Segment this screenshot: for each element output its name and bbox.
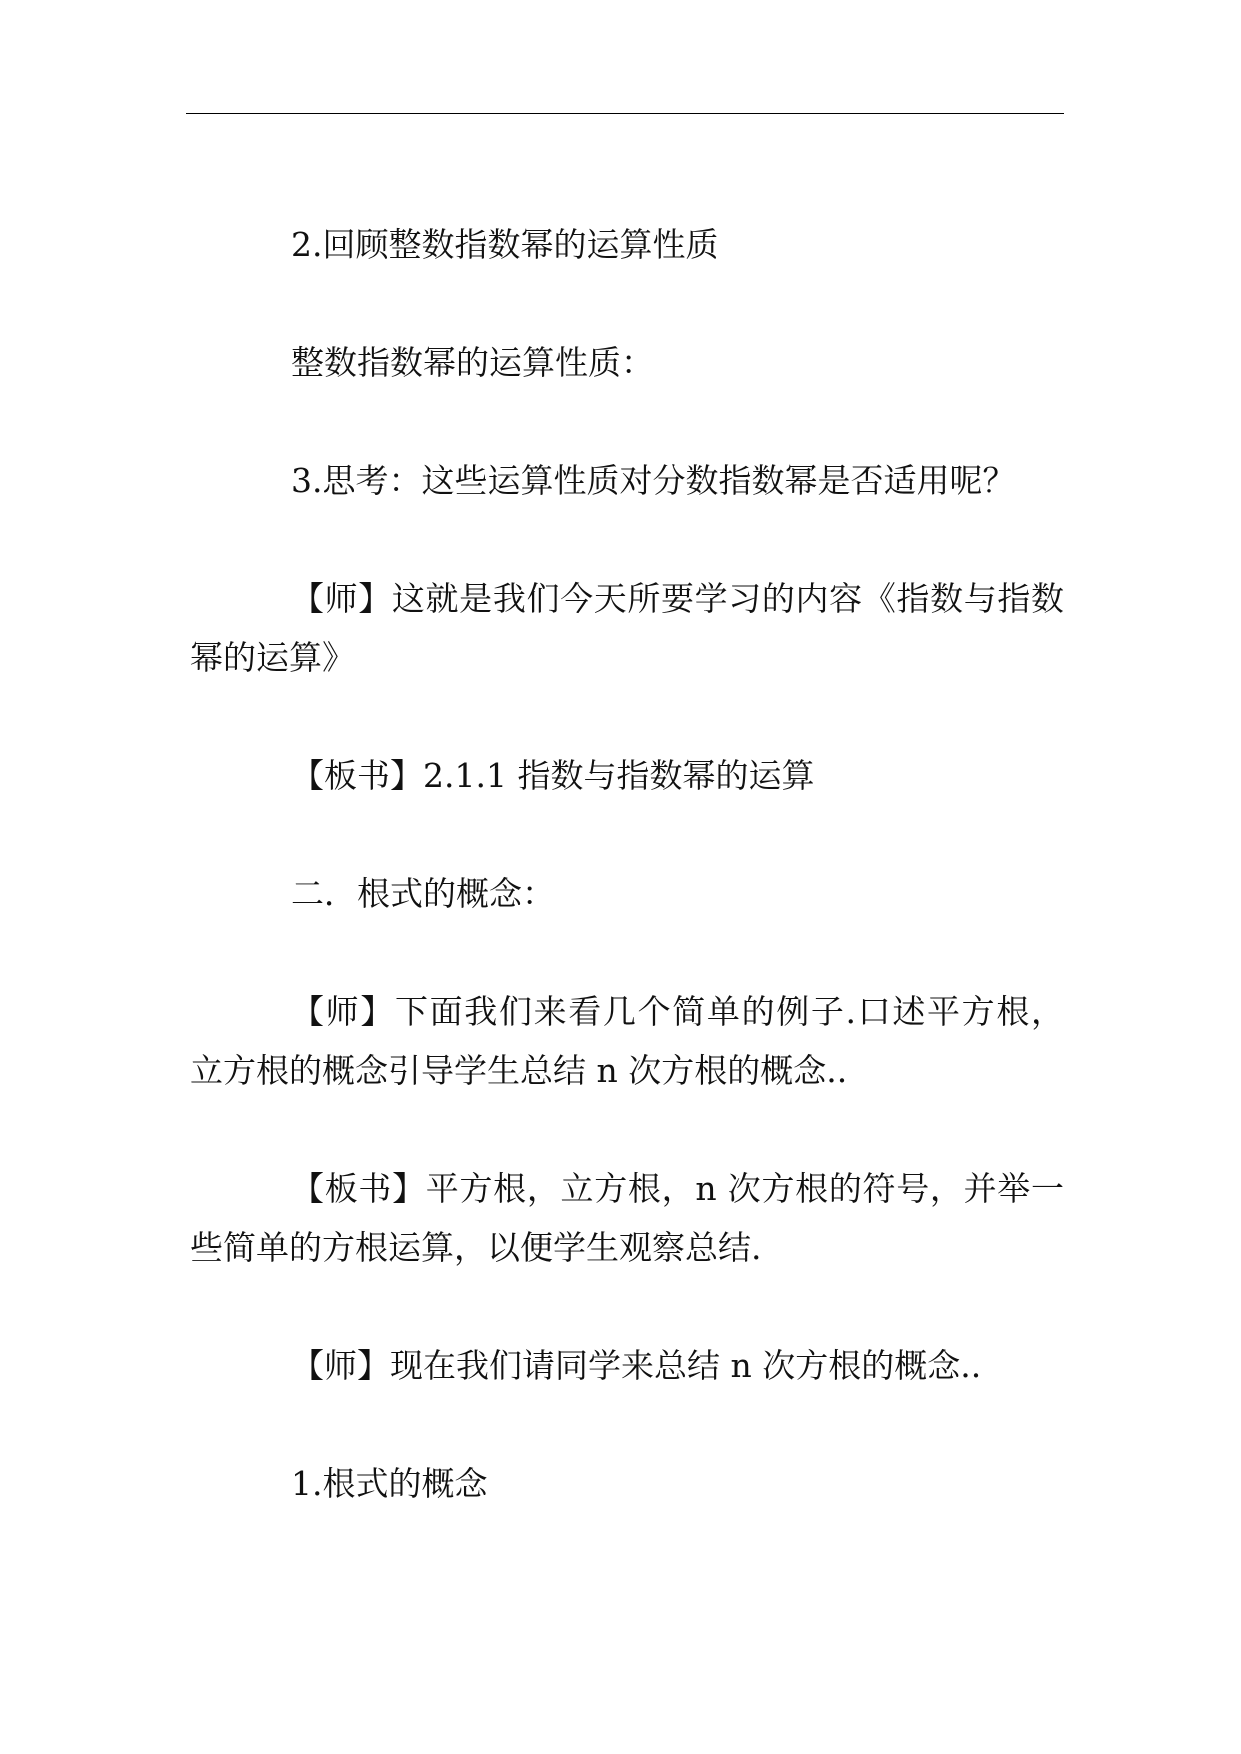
paragraph-line: 二．根式的概念： — [291, 874, 555, 913]
paragraph-think-question — [190, 451, 1064, 510]
paragraph-line: 3.思考：这些运算性质对分数指数幂是否适用呢？ — [291, 461, 1016, 500]
paragraph-line: 些简单的方根运算，以便学生观察总结. — [190, 1228, 762, 1267]
paragraph-teacher-summary — [190, 1336, 1064, 1395]
paragraph-line: 【师】这就是我们今天所要学习的内容《指数与指数 — [291, 579, 1064, 618]
paragraph-line: 1.根式的概念 — [291, 1464, 488, 1503]
paragraph-line: 幂的运算》 — [190, 638, 355, 677]
document-body — [190, 215, 1064, 1572]
paragraph-review-heading — [190, 215, 1064, 274]
paragraph-line: 整数指数幂的运算性质： — [291, 343, 654, 382]
paragraph-line: 【板书】2.1.1 指数与指数幂的运算 — [291, 756, 815, 795]
paragraph-radical-concept — [190, 1454, 1064, 1513]
paragraph-line: 【板书】平方根，立方根，n 次方根的符号，并举一 — [291, 1169, 1064, 1208]
paragraph-line: 立方根的概念引导学生总结 n 次方根的概念.. — [190, 1051, 848, 1090]
header-rule — [186, 113, 1064, 114]
paragraph-line: 【师】现在我们请同学来总结 n 次方根的概念.. — [291, 1346, 982, 1385]
paragraph-properties-label — [190, 333, 1064, 392]
paragraph-teacher-examples — [190, 982, 1064, 1100]
paragraph-line: 2.回顾整数指数幂的运算性质 — [291, 225, 719, 264]
paragraph-board-symbols — [190, 1159, 1064, 1277]
paragraph-section-heading — [190, 864, 1064, 923]
paragraph-teacher-intro — [190, 569, 1064, 687]
paragraph-line: 【师】下面我们来看几个简单的例子.口述平方根， — [291, 992, 1064, 1031]
paragraph-board-title — [190, 746, 1064, 805]
